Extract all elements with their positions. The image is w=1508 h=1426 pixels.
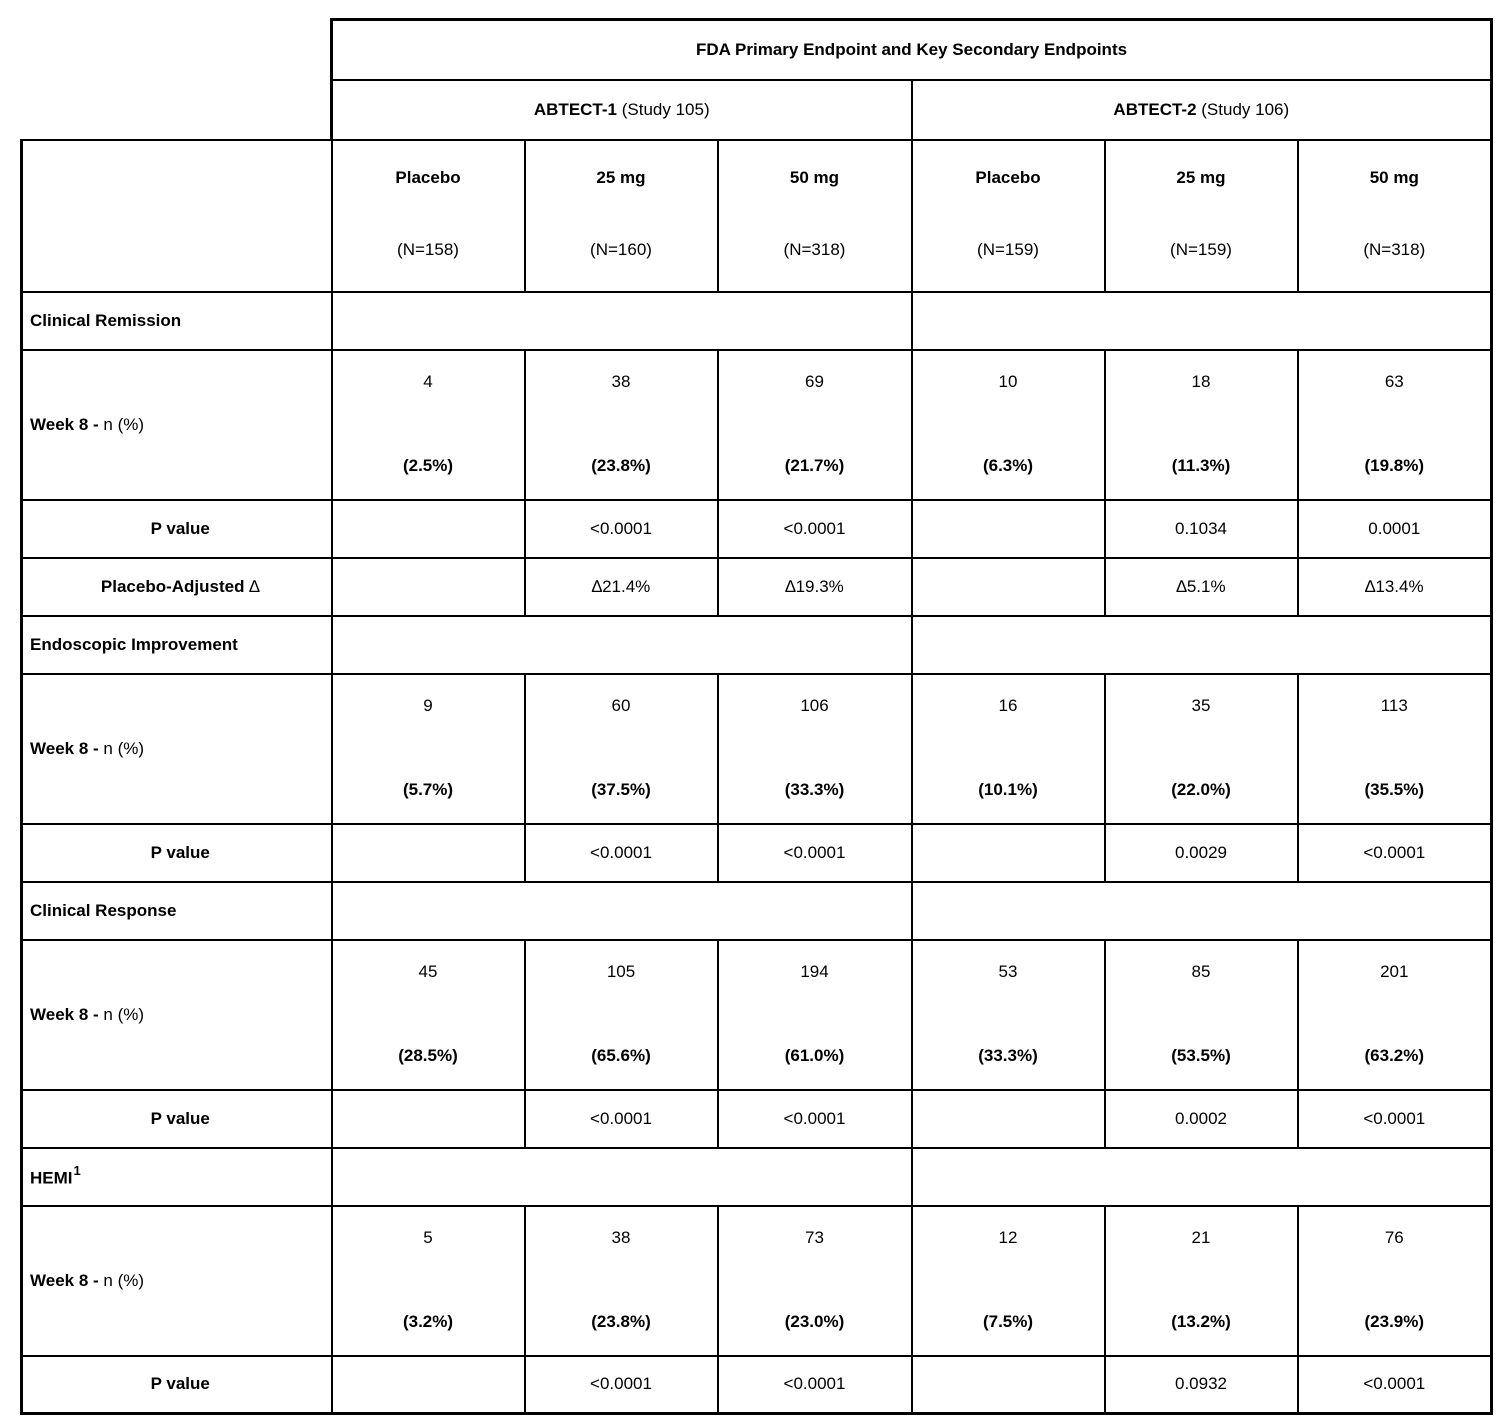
week8-cell	[525, 674, 718, 824]
week8-cell	[1105, 350, 1298, 500]
value-row	[22, 1090, 1492, 1148]
column-header-placebo-2	[912, 140, 1105, 292]
n-label: (N=159)	[977, 239, 1039, 259]
week8-cell	[1298, 674, 1492, 824]
count-value: 45	[418, 961, 438, 981]
n-label: (N=159)	[1170, 239, 1232, 259]
value-cell: <0.0001	[1298, 1090, 1492, 1148]
value-cell	[332, 558, 525, 616]
section-spacer-study2	[912, 1148, 1492, 1206]
study-name: ABTECT-2	[1113, 99, 1197, 119]
value-cell	[912, 500, 1105, 558]
count-value: 10	[998, 371, 1018, 391]
value-cell: 0.0029	[1105, 824, 1298, 882]
week8-cell-content	[333, 1208, 524, 1354]
percent-value: (10.1%)	[978, 779, 1038, 799]
week8-cell-content	[1106, 352, 1297, 498]
count-value: 201	[1380, 961, 1409, 981]
week8-cell-content	[1299, 352, 1491, 498]
week8-cell-content	[913, 352, 1104, 498]
percent-value: (3.2%)	[402, 1311, 454, 1331]
study-header-abtect-2	[912, 80, 1492, 140]
row-label-cell	[22, 292, 332, 350]
week8-cell	[1298, 940, 1492, 1090]
count-value: 12	[998, 1227, 1018, 1247]
row-label-bold: Week 8 -	[30, 738, 99, 758]
week8-cell	[332, 1206, 525, 1356]
n-label: (N=318)	[1363, 239, 1426, 259]
row-label-bold: HEMI	[30, 1168, 73, 1188]
week8-cell-content	[1299, 676, 1491, 822]
row-label-rest: n (%)	[98, 738, 145, 758]
week8-cell	[718, 1206, 912, 1356]
row-label-cell	[22, 350, 332, 500]
count-value: 38	[611, 371, 631, 391]
count-value: 106	[800, 695, 829, 715]
week8-cell-content	[913, 1208, 1104, 1354]
percent-value: (65.6%)	[591, 1045, 651, 1065]
row-label-cell	[22, 674, 332, 824]
percent-value: (61.0%)	[784, 1045, 845, 1065]
count-value: 5	[423, 1227, 433, 1247]
section-spacer-study2	[912, 292, 1492, 350]
count-value: 9	[423, 695, 433, 715]
section-spacer-study1	[332, 616, 912, 674]
section-row	[22, 292, 1492, 350]
percent-value: (5.7%)	[402, 779, 454, 799]
week8-cell-content	[1106, 942, 1297, 1088]
week8-cell-content	[526, 1208, 717, 1354]
row-label-cell	[22, 1356, 332, 1414]
value-cell	[332, 1356, 525, 1414]
percent-value: (33.3%)	[784, 779, 845, 799]
week8-cell	[1298, 350, 1492, 500]
week8-cell-content	[333, 942, 524, 1088]
row-label-bold: Week 8 -	[30, 1004, 99, 1024]
row-label-bold: Week 8 -	[30, 414, 99, 434]
row-label-bold: Clinical Remission	[30, 310, 182, 330]
row-label-cell	[22, 1148, 332, 1206]
row-label-cell	[22, 558, 332, 616]
value-cell	[912, 1090, 1105, 1148]
week8-cell-content	[719, 676, 911, 822]
section-spacer-study2	[912, 882, 1492, 940]
row-label-cell	[22, 940, 332, 1090]
week8-row	[22, 940, 1492, 1090]
column-header-25mg-1	[525, 140, 718, 292]
count-value: 21	[1191, 1227, 1211, 1247]
count-value: 76	[1384, 1227, 1404, 1247]
value-cell: 0.0001	[1298, 500, 1492, 558]
row-label-cell	[22, 882, 332, 940]
count-value: 16	[998, 695, 1018, 715]
value-cell: <0.0001	[525, 500, 718, 558]
week8-cell	[1105, 940, 1298, 1090]
count-value: 4	[423, 371, 433, 391]
n-label: (N=160)	[590, 239, 652, 259]
percent-value: (53.5%)	[1171, 1045, 1231, 1065]
week8-cell-content	[333, 676, 524, 822]
section-row	[22, 1148, 1492, 1206]
week8-cell	[525, 350, 718, 500]
study-name: ABTECT-1	[533, 99, 617, 119]
row-label-bold: Clinical Response	[30, 900, 177, 920]
row-label-bold: Endoscopic Improvement	[30, 634, 238, 654]
count-value: 63	[1384, 371, 1404, 391]
count-value: 35	[1191, 695, 1211, 715]
week8-cell	[1105, 674, 1298, 824]
row-label-bold: Week 8 -	[30, 1270, 99, 1290]
arm-label: Placebo	[975, 167, 1041, 187]
row-label-cell	[22, 616, 332, 674]
section-spacer-study2	[912, 616, 1492, 674]
arm-label: 25 mg	[1176, 167, 1226, 187]
value-cell: ∆21.4%	[525, 558, 718, 616]
value-cell	[332, 1090, 525, 1148]
week8-cell	[332, 940, 525, 1090]
row-label-bold: P value	[150, 1374, 210, 1394]
percent-value: (22.0%)	[1171, 779, 1231, 799]
week8-cell-content	[719, 352, 911, 498]
value-cell: ∆19.3%	[718, 558, 912, 616]
count-value: 194	[800, 961, 829, 981]
section-row	[22, 616, 1492, 674]
n-label: (N=158)	[397, 239, 459, 259]
value-cell: ∆13.4%	[1298, 558, 1492, 616]
column-header-50mg-2	[1298, 140, 1492, 292]
percent-value: (13.2%)	[1171, 1311, 1231, 1331]
value-cell: <0.0001	[1298, 824, 1492, 882]
value-cell: <0.0001	[525, 1356, 718, 1414]
week8-cell-content	[913, 942, 1104, 1088]
week8-cell	[332, 350, 525, 500]
header-stub-cell	[22, 140, 332, 292]
count-value: 18	[1191, 371, 1211, 391]
value-cell: 0.0002	[1105, 1090, 1298, 1148]
row-label-bold: P value	[150, 518, 210, 538]
week8-cell-content	[333, 352, 524, 498]
week8-cell	[912, 940, 1105, 1090]
percent-value: (21.7%)	[784, 455, 845, 475]
week8-row	[22, 1206, 1492, 1356]
study-header-abtect-1	[332, 80, 912, 140]
value-cell	[912, 1356, 1105, 1414]
section-row	[22, 882, 1492, 940]
week8-cell-content	[913, 676, 1104, 822]
value-cell	[912, 824, 1105, 882]
week8-row	[22, 674, 1492, 824]
week8-cell-content	[1299, 1208, 1491, 1354]
value-cell: <0.0001	[718, 824, 912, 882]
week8-cell	[525, 1206, 718, 1356]
value-cell	[332, 824, 525, 882]
week8-cell-content	[719, 1208, 911, 1354]
value-row	[22, 558, 1492, 616]
row-label-rest: ∆	[244, 576, 260, 596]
value-cell	[912, 558, 1105, 616]
arm-label: 25 mg	[596, 167, 646, 187]
percent-value: (28.5%)	[398, 1045, 458, 1065]
table-body	[22, 292, 1492, 1414]
value-cell: <0.0001	[525, 1090, 718, 1148]
week8-cell-content	[1106, 676, 1297, 822]
column-header-placebo-1	[332, 140, 525, 292]
week8-cell	[1298, 1206, 1492, 1356]
section-spacer-study1	[332, 1148, 912, 1206]
table-title: FDA Primary Endpoint and Key Secondary Endpoints	[332, 20, 1492, 80]
n-label: (N=318)	[783, 239, 846, 259]
value-cell: 0.0932	[1105, 1356, 1298, 1414]
week8-cell	[912, 674, 1105, 824]
value-row	[22, 824, 1492, 882]
count-value: 60	[611, 695, 631, 715]
week8-cell-content	[526, 676, 717, 822]
value-cell: <0.0001	[525, 824, 718, 882]
row-label-cell	[22, 1090, 332, 1148]
week8-cell-content	[526, 942, 717, 1088]
value-cell: <0.0001	[718, 1090, 912, 1148]
footnote-marker: 1	[73, 1162, 81, 1178]
percent-value: (33.3%)	[978, 1045, 1038, 1065]
week8-row	[22, 350, 1492, 500]
value-row	[22, 500, 1492, 558]
week8-cell	[718, 940, 912, 1090]
count-value: 53	[998, 961, 1018, 981]
week8-cell	[1105, 1206, 1298, 1356]
row-label-bold: P value	[150, 842, 210, 862]
section-spacer-study1	[332, 292, 912, 350]
value-cell: ∆5.1%	[1105, 558, 1298, 616]
row-label-bold: P value	[150, 1108, 210, 1128]
value-cell: <0.0001	[718, 500, 912, 558]
week8-cell	[525, 940, 718, 1090]
week8-cell	[912, 350, 1105, 500]
count-value: 38	[611, 1227, 631, 1247]
arm-label: 50 mg	[789, 167, 840, 187]
percent-value: (35.5%)	[1364, 779, 1425, 799]
arm-label: 50 mg	[1369, 167, 1419, 187]
percent-value: (19.8%)	[1364, 455, 1425, 475]
week8-cell	[912, 1206, 1105, 1356]
title-row	[22, 20, 1492, 80]
value-cell: <0.0001	[1298, 1356, 1492, 1414]
percent-value: (23.9%)	[1364, 1311, 1425, 1331]
percent-value: (11.3%)	[1171, 455, 1231, 475]
percent-value: (23.8%)	[591, 455, 651, 475]
column-header-25mg-2	[1105, 140, 1298, 292]
endpoints-table	[20, 18, 1493, 1415]
row-label-rest: n (%)	[98, 414, 145, 434]
row-label-rest: n (%)	[98, 1270, 145, 1290]
week8-cell-content	[1299, 942, 1491, 1088]
count-value: 113	[1380, 695, 1408, 715]
week8-cell-content	[719, 942, 911, 1088]
week8-cell	[718, 350, 912, 500]
count-value: 105	[606, 961, 636, 981]
percent-value: (6.3%)	[982, 455, 1034, 475]
percent-value: (37.5%)	[591, 779, 651, 799]
week8-cell	[718, 674, 912, 824]
column-header-row	[22, 140, 1492, 292]
week8-cell-content	[1106, 1208, 1297, 1354]
section-spacer-study1	[332, 882, 912, 940]
study-detail: (Study 105)	[617, 99, 710, 119]
value-row	[22, 1356, 1492, 1414]
week8-cell	[332, 674, 525, 824]
top-left-spacer	[22, 20, 332, 140]
row-label-cell	[22, 824, 332, 882]
percent-value: (7.5%)	[982, 1311, 1034, 1331]
percent-value: (23.8%)	[591, 1311, 651, 1331]
value-cell: 0.1034	[1105, 500, 1298, 558]
percent-value: (63.2%)	[1364, 1045, 1425, 1065]
percent-value: (23.0%)	[784, 1311, 845, 1331]
row-label-rest: n (%)	[98, 1004, 145, 1024]
count-value: 73	[805, 1227, 824, 1247]
week8-cell-content	[526, 352, 717, 498]
count-value: 69	[805, 371, 824, 391]
count-value: 85	[1191, 961, 1211, 981]
arm-label: Placebo	[395, 167, 461, 187]
row-label-cell	[22, 1206, 332, 1356]
percent-value: (2.5%)	[402, 455, 454, 475]
value-cell: <0.0001	[718, 1356, 912, 1414]
value-cell	[332, 500, 525, 558]
row-label-cell	[22, 500, 332, 558]
study-detail: (Study 106)	[1196, 99, 1290, 119]
column-header-50mg-1	[718, 140, 912, 292]
row-label-bold: Placebo-Adjusted	[100, 576, 245, 596]
